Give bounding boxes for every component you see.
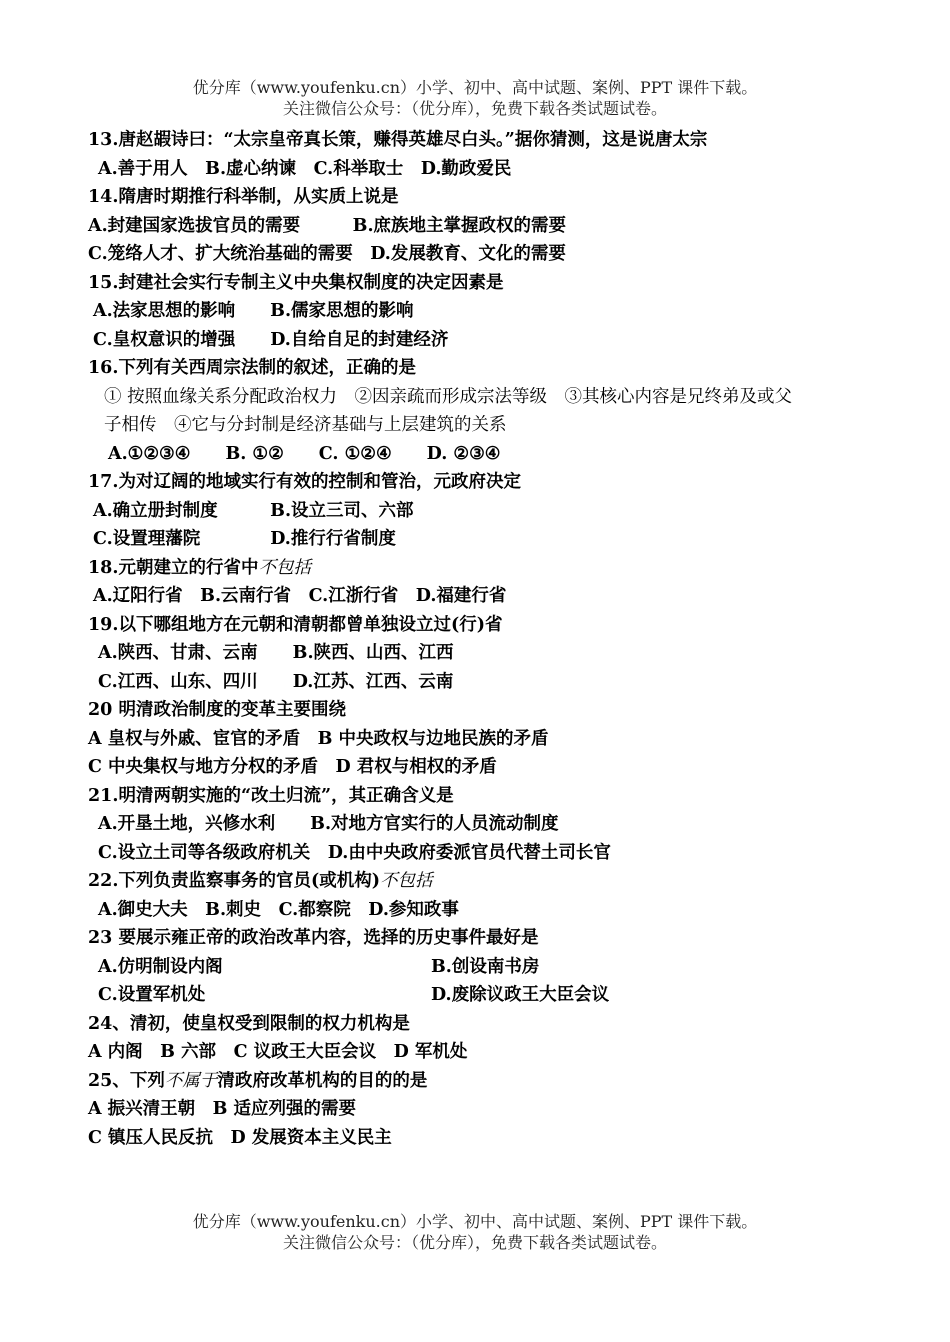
option-d: D. ②③④ bbox=[426, 443, 501, 464]
question-22-options bbox=[88, 896, 888, 925]
option-c: C.笼络人才、扩大统治基础的需要 bbox=[88, 244, 353, 264]
question-21-options-row2 bbox=[88, 839, 888, 868]
question-25-stem bbox=[88, 1067, 888, 1096]
option-b: B.陕西、山西、江西 bbox=[292, 643, 454, 663]
question-24-stem: 24、清初，使皇权受到限制的权力机构是 bbox=[88, 1013, 410, 1034]
option-c: C.设置军机处 bbox=[98, 985, 206, 1005]
question-19-options-row1 bbox=[88, 639, 888, 668]
question-23-options-row1 bbox=[88, 953, 888, 982]
option-a: A 振兴清王朝 bbox=[88, 1099, 196, 1119]
option-d: D 军机处 bbox=[393, 1042, 468, 1062]
option-b: B 适应列强的需要 bbox=[212, 1099, 357, 1119]
question-14-options-row1 bbox=[88, 212, 888, 241]
question-25-options-row1 bbox=[88, 1095, 888, 1124]
option-a: A.①②③④ bbox=[108, 443, 191, 464]
option-a: A 内阁 bbox=[88, 1042, 143, 1062]
option-d: D.发展教育、文化的需要 bbox=[370, 244, 566, 264]
option-d: D.由中央政府委派官员代替土司长官 bbox=[327, 842, 611, 863]
question-17-stem: 17.为对辽阔的地域实行有效的控制和管治，元政府决定 bbox=[88, 472, 521, 492]
option-a: A.陕西、甘肃、云南 bbox=[98, 643, 258, 663]
question-18-stem bbox=[88, 554, 888, 583]
question-16-items-line2: 子相传 ④它与分封制是经济基础与上层建筑的关系 bbox=[104, 415, 507, 435]
question-18-emphasis: 不包括 bbox=[258, 557, 311, 578]
option-b: B.创设南书房 bbox=[431, 956, 540, 977]
question-22-stem-text: 22.下列负责监察事务的官员(或机构) bbox=[88, 871, 381, 891]
option-b: B. ①② bbox=[225, 443, 284, 464]
option-c: C.江浙行省 bbox=[308, 586, 399, 606]
option-a: A.开垦土地，兴修水利 bbox=[98, 814, 276, 834]
question-21-options-row1 bbox=[88, 810, 888, 839]
option-c: C 镇压人民反抗 bbox=[88, 1127, 214, 1148]
option-d: D.参知政事 bbox=[368, 899, 459, 920]
question-22-stem bbox=[88, 867, 888, 896]
question-16-stem: 16.下列有关西周宗法制的叙述，正确的是 bbox=[88, 358, 416, 378]
question-23-stem: 23 要展示雍正帝的政治改革内容，选择的历史事件最好是 bbox=[88, 928, 539, 948]
option-b: B.对地方官实行的人员流动制度 bbox=[310, 814, 559, 834]
option-c: C.江西、山东、四川 bbox=[98, 671, 258, 692]
header-line-1: 优分库（www.youfenku.cn）小学、初中、高中试题、案例、PPT 课件下载。 bbox=[192, 78, 758, 97]
option-a: A 皇权与外戚、宦官的矛盾 bbox=[88, 728, 301, 749]
question-19-options-row2 bbox=[88, 668, 888, 697]
option-c: C 议政王大臣会议 bbox=[233, 1042, 377, 1062]
option-b: B 六部 bbox=[160, 1042, 217, 1062]
question-22-emphasis: 不包括 bbox=[380, 871, 433, 891]
page-header bbox=[0, 77, 950, 119]
footer-line-1: 优分库（www.youfenku.cn）小学、初中、高中试题、案例、PPT 课件下载。 bbox=[192, 1212, 758, 1231]
question-18-options bbox=[88, 582, 888, 611]
option-a: A.辽阳行省 bbox=[93, 586, 183, 606]
question-25-stem-pre: 25、下列 bbox=[88, 1070, 165, 1091]
question-15-options-row1 bbox=[88, 297, 888, 326]
question-16-options bbox=[88, 440, 888, 469]
option-a: A.御史大夫 bbox=[98, 899, 188, 920]
option-b: B.虚心纳谏 bbox=[205, 158, 297, 179]
option-b: B.儒家思想的影响 bbox=[270, 301, 414, 321]
question-13-options bbox=[88, 155, 888, 184]
footer-line-2: 关注微信公众号：（优分库），免费下载各类试题试卷。 bbox=[282, 1233, 667, 1252]
page-footer bbox=[0, 1211, 950, 1253]
option-c: C. ①②④ bbox=[318, 443, 392, 464]
option-d: D.废除议政王大臣会议 bbox=[431, 985, 610, 1005]
question-25-stem-post: 清政府改革机构的目的的是 bbox=[217, 1070, 428, 1091]
option-d: D.勤政爱民 bbox=[420, 158, 512, 179]
question-17-options-row2 bbox=[88, 525, 888, 554]
option-d: D.福建行省 bbox=[415, 586, 507, 606]
question-20-stem: 20 明清政治制度的变革主要围绕 bbox=[88, 700, 346, 720]
option-b: B.刺史 bbox=[205, 899, 262, 920]
question-23-options-row2 bbox=[88, 981, 888, 1010]
option-d: D.自给自足的封建经济 bbox=[270, 329, 449, 350]
option-a: A.确立册封制度 bbox=[93, 500, 218, 521]
question-14-options-row2 bbox=[88, 240, 888, 269]
option-c: C.设置理藩院 bbox=[93, 529, 201, 549]
option-c: C.科举取士 bbox=[313, 158, 404, 179]
option-b: B.云南行省 bbox=[200, 586, 292, 606]
question-17-options-row1 bbox=[88, 497, 888, 526]
question-19-stem: 19.以下哪组地方在元朝和清朝都曾单独设立过(行)省 bbox=[88, 614, 503, 635]
question-18-stem-text: 18.元朝建立的行省中 bbox=[88, 557, 259, 578]
question-15-stem: 15.封建社会实行专制主义中央集权制度的决定因素是 bbox=[88, 272, 504, 293]
option-b: B.设立三司、六部 bbox=[270, 500, 414, 521]
option-d: D 君权与相权的矛盾 bbox=[335, 757, 497, 777]
question-20-options-row2 bbox=[88, 753, 888, 782]
question-24-options bbox=[88, 1038, 888, 1067]
option-a: A.仿明制设内阁 bbox=[98, 956, 223, 977]
question-15-options-row2 bbox=[88, 326, 888, 355]
option-d: D.推行行省制度 bbox=[270, 529, 396, 549]
option-c: C.设立土司等各级政府机关 bbox=[98, 842, 311, 863]
header-line-2: 关注微信公众号：（优分库），免费下载各类试题试卷。 bbox=[282, 99, 667, 118]
option-a: A.善于用人 bbox=[98, 158, 188, 179]
option-b: B 中央政权与边地民族的矛盾 bbox=[317, 728, 549, 749]
question-13-stem: 13.唐赵嘏诗曰：“太宗皇帝真长策，赚得英雄尽白头。”据你猜测，这是说唐太宗 bbox=[88, 130, 708, 150]
option-d: D.江苏、江西、云南 bbox=[292, 671, 454, 692]
option-c: C 中央集权与地方分权的矛盾 bbox=[88, 757, 319, 777]
option-c: C.皇权意识的增强 bbox=[93, 329, 236, 350]
question-16-items-line1: ① 按照血缘关系分配政治权力 ②因亲疏而形成宗法等级 ③其核心内容是兄终弟及或父 bbox=[104, 386, 793, 407]
question-25-emphasis: 不属于 bbox=[164, 1070, 218, 1091]
option-d: D 发展资本主义民主 bbox=[230, 1127, 392, 1148]
option-c: C.都察院 bbox=[278, 899, 351, 920]
question-20-options-row1 bbox=[88, 725, 888, 754]
option-a: A.封建国家选拔官员的需要 bbox=[88, 215, 301, 236]
option-a: A.法家思想的影响 bbox=[93, 301, 236, 321]
question-25-options-row2 bbox=[88, 1124, 888, 1153]
question-21-stem: 21.明清两朝实施的“改土归流”，其正确含义是 bbox=[88, 785, 454, 806]
question-14-stem: 14.隋唐时期推行科举制，从实质上说是 bbox=[88, 187, 399, 207]
question-list bbox=[88, 126, 888, 1152]
option-b: B.庶族地主掌握政权的需要 bbox=[352, 215, 567, 236]
